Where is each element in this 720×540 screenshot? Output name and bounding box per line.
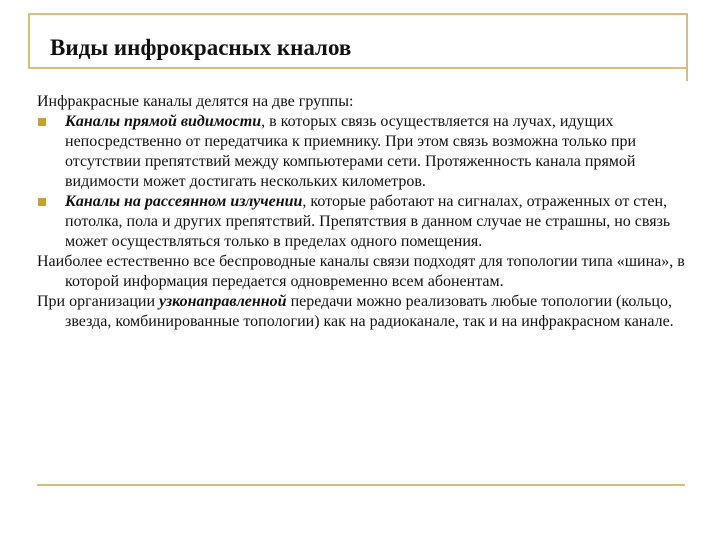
bullet-term: Каналы прямой видимости: [65, 113, 262, 130]
paragraph-text: передачи можно реализовать любые топологии (кольцо, звезда, комбинированные топологии) как на радиоканале, так и на инфракрасном канале.: [65, 293, 674, 330]
bullet-text: , в которых связь осуществляется на лучах, идущих непосредственно от передатчика к приемнику. При этом связь возможна только при отсутствии препятствий между компьютерами сети. Протяженность канала прямой видимости может достигать нескольких километров.: [65, 113, 637, 190]
square-bullet-icon: [38, 198, 46, 206]
title-bottom-rule: [28, 67, 686, 69]
bullet-text: , которые работают на сигналах, отраженных от стен, потолка, пола и других препятствий. Препятствия в данном случае не страшны, но связь может осуществляться только в пределах одного помещения.: [65, 193, 671, 250]
square-bullet-icon: [38, 118, 46, 126]
paragraph-directed-transmission: [37, 292, 687, 332]
paragraph-bus-topology: Наиболее естественно все беспроводные каналы связи подходят для топологии типа «шина», в которой информация передается одновременно всем абонентам.: [37, 253, 685, 290]
paragraph-text: При организации: [37, 293, 160, 310]
title-right-rule: [686, 13, 688, 81]
title-frame: [28, 13, 686, 67]
bullet-item-line-of-sight: [37, 112, 687, 192]
bullet-term: Каналы на рассеянном излучении: [65, 193, 303, 210]
bullet-item-diffuse: [37, 192, 687, 252]
slide-title: Виды инфрокрасных кналов: [50, 35, 352, 60]
footer-rule: [37, 484, 685, 486]
intro-text: Инфракрасные каналы делятся на две группы:: [37, 93, 354, 110]
slide-body: [37, 92, 687, 332]
paragraph-term: узконаправленной: [159, 293, 287, 310]
